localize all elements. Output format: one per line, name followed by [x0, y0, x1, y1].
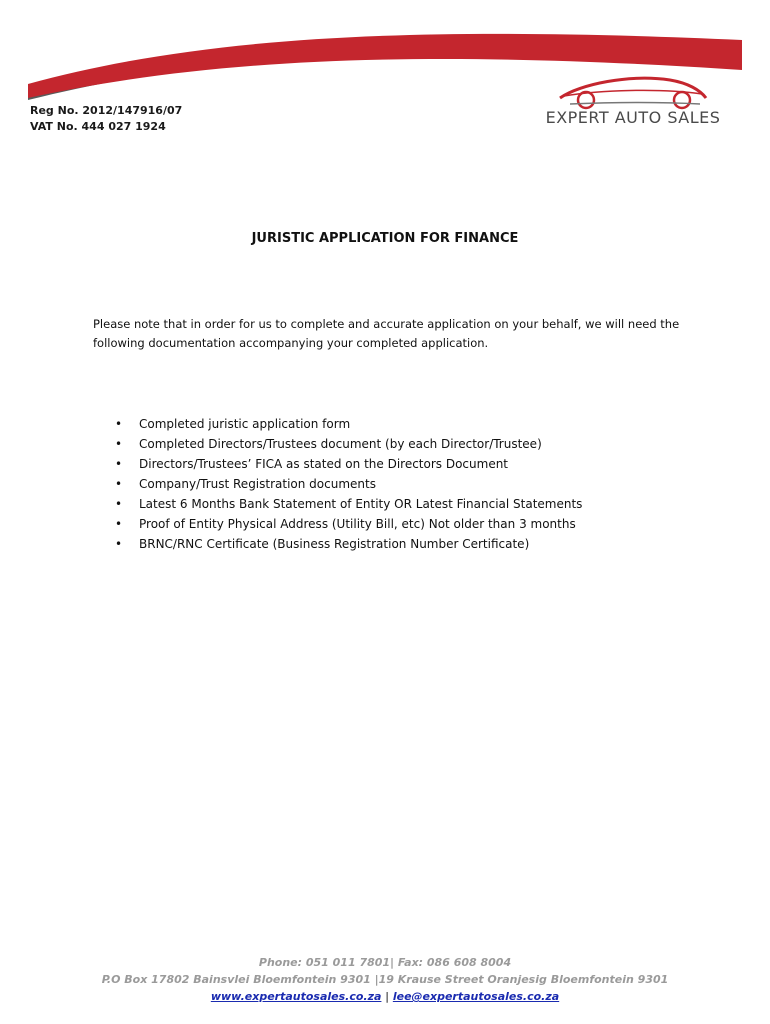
list-item-text: Proof of Entity Physical Address (Utility Bill, etc) Not older than 3 months: [139, 517, 576, 531]
footer-links-line: [0, 988, 770, 1005]
reg-number: Reg No. 2012/147916/07: [30, 104, 183, 117]
list-item: [112, 534, 582, 554]
bullet-icon: •: [115, 537, 123, 551]
logo-wordmark: EXPERT AUTO SALES: [545, 108, 721, 127]
list-item-text: Company/Trust Registration documents: [139, 477, 376, 491]
vat-number: VAT No. 444 027 1924: [30, 120, 166, 133]
list-item: [112, 454, 582, 474]
list-item: [112, 474, 582, 494]
bullet-icon: •: [115, 437, 123, 451]
bullet-icon: •: [115, 477, 123, 491]
list-item-text: Latest 6 Months Bank Statement of Entity OR Latest Financial Statements: [139, 497, 583, 511]
intro-paragraph: Please note that in order for us to complete and accurate application on your behalf, we will need the following documentation accompanying your completed application.: [93, 317, 680, 350]
list-item: [112, 514, 582, 534]
list-item-text: Completed juristic application form: [139, 417, 351, 431]
required-documents-list: [112, 414, 582, 554]
list-item-text: BRNC/RNC Certificate (Business Registration Number Certificate): [139, 537, 530, 551]
list-item-text: Directors/Trustees’ FICA as stated on the Directors Document: [139, 457, 509, 471]
list-item: [112, 414, 582, 434]
list-item-text: Completed Directors/Trustees document (by each Director/Trustee): [139, 437, 542, 451]
car-silhouette-icon: [520, 68, 746, 110]
page-title: JURISTIC APPLICATION FOR FINANCE: [251, 231, 519, 246]
footer-address-line: P.O Box 17802 Bainsvlei Bloemfontein 9301 |19 Krause Street Oranjesig Bloemfontein 9301: [101, 973, 669, 986]
bullet-icon: •: [115, 457, 123, 471]
list-item: [112, 434, 582, 454]
registration-details: [30, 103, 182, 135]
list-item: [112, 494, 582, 514]
bullet-icon: •: [115, 417, 123, 431]
bullet-icon: •: [115, 497, 123, 511]
email-link[interactable]: lee@expertautosales.co.za: [392, 990, 560, 1003]
company-logo: [520, 68, 746, 132]
page-footer: [0, 954, 770, 1005]
bullet-icon: •: [115, 517, 123, 531]
footer-separator: |: [385, 990, 389, 1003]
website-link[interactable]: www.expertautosales.co.za: [210, 990, 382, 1003]
footer-contact-line: Phone: 051 011 7801| Fax: 086 608 8004: [258, 956, 512, 969]
